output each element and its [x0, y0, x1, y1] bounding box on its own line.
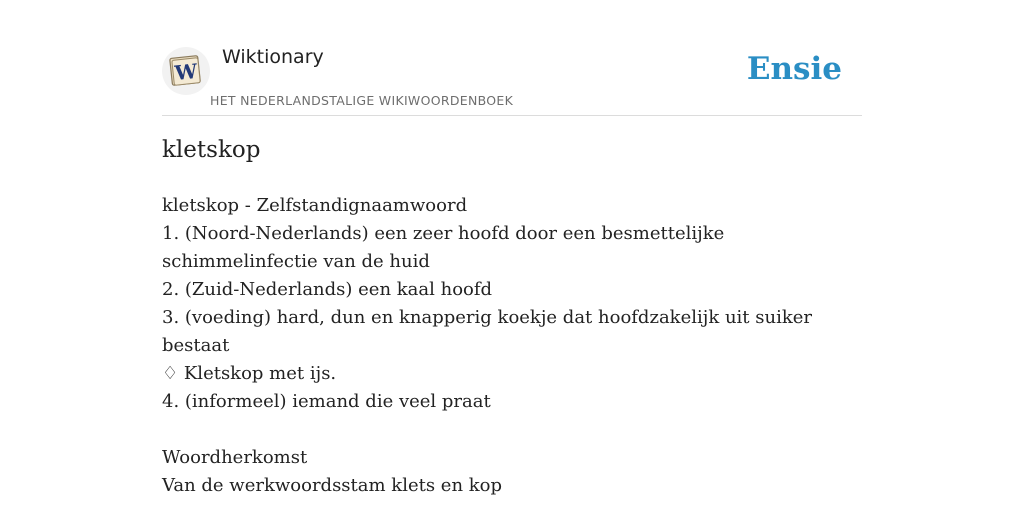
ensie-brand-logo[interactable]: Ensie [746, 51, 842, 87]
spacer [162, 416, 862, 444]
source-subtitle: HET NEDERLANDSTALIGE WIKIWOORDENBOEK [210, 93, 514, 108]
definition-body [162, 192, 862, 500]
wiktionary-tile-icon [168, 53, 204, 89]
sense-2: 2. (Zuid-Nederlands) een kaal hoofd [162, 279, 493, 300]
wiktionary-logo-icon [162, 47, 210, 95]
source-title[interactable]: Wiktionary [222, 46, 324, 68]
part-of-speech-line: kletskop - Zelfstandignaamwoord [162, 195, 468, 216]
sense-1: 1. (Noord-Nederlands) een zeer hoofd door een besmettelijke schimmelinfectie van de huid [162, 223, 725, 272]
sense-3: 3. (voeding) hard, dun en knapperig koekje dat hoofdzakelijk uit suiker bestaat [162, 307, 813, 356]
sense-4: 4. (informeel) iemand die veel praat [162, 391, 491, 412]
logo-letter: W [173, 58, 199, 86]
etymology-text: Van de werkwoordsstam klets en kop [162, 475, 503, 496]
entry-title: kletskop [162, 137, 261, 163]
source-header [162, 40, 862, 116]
etymology-heading: Woordherkomst [162, 447, 308, 468]
example-line: ♢ Kletskop met ijs. [162, 363, 337, 384]
